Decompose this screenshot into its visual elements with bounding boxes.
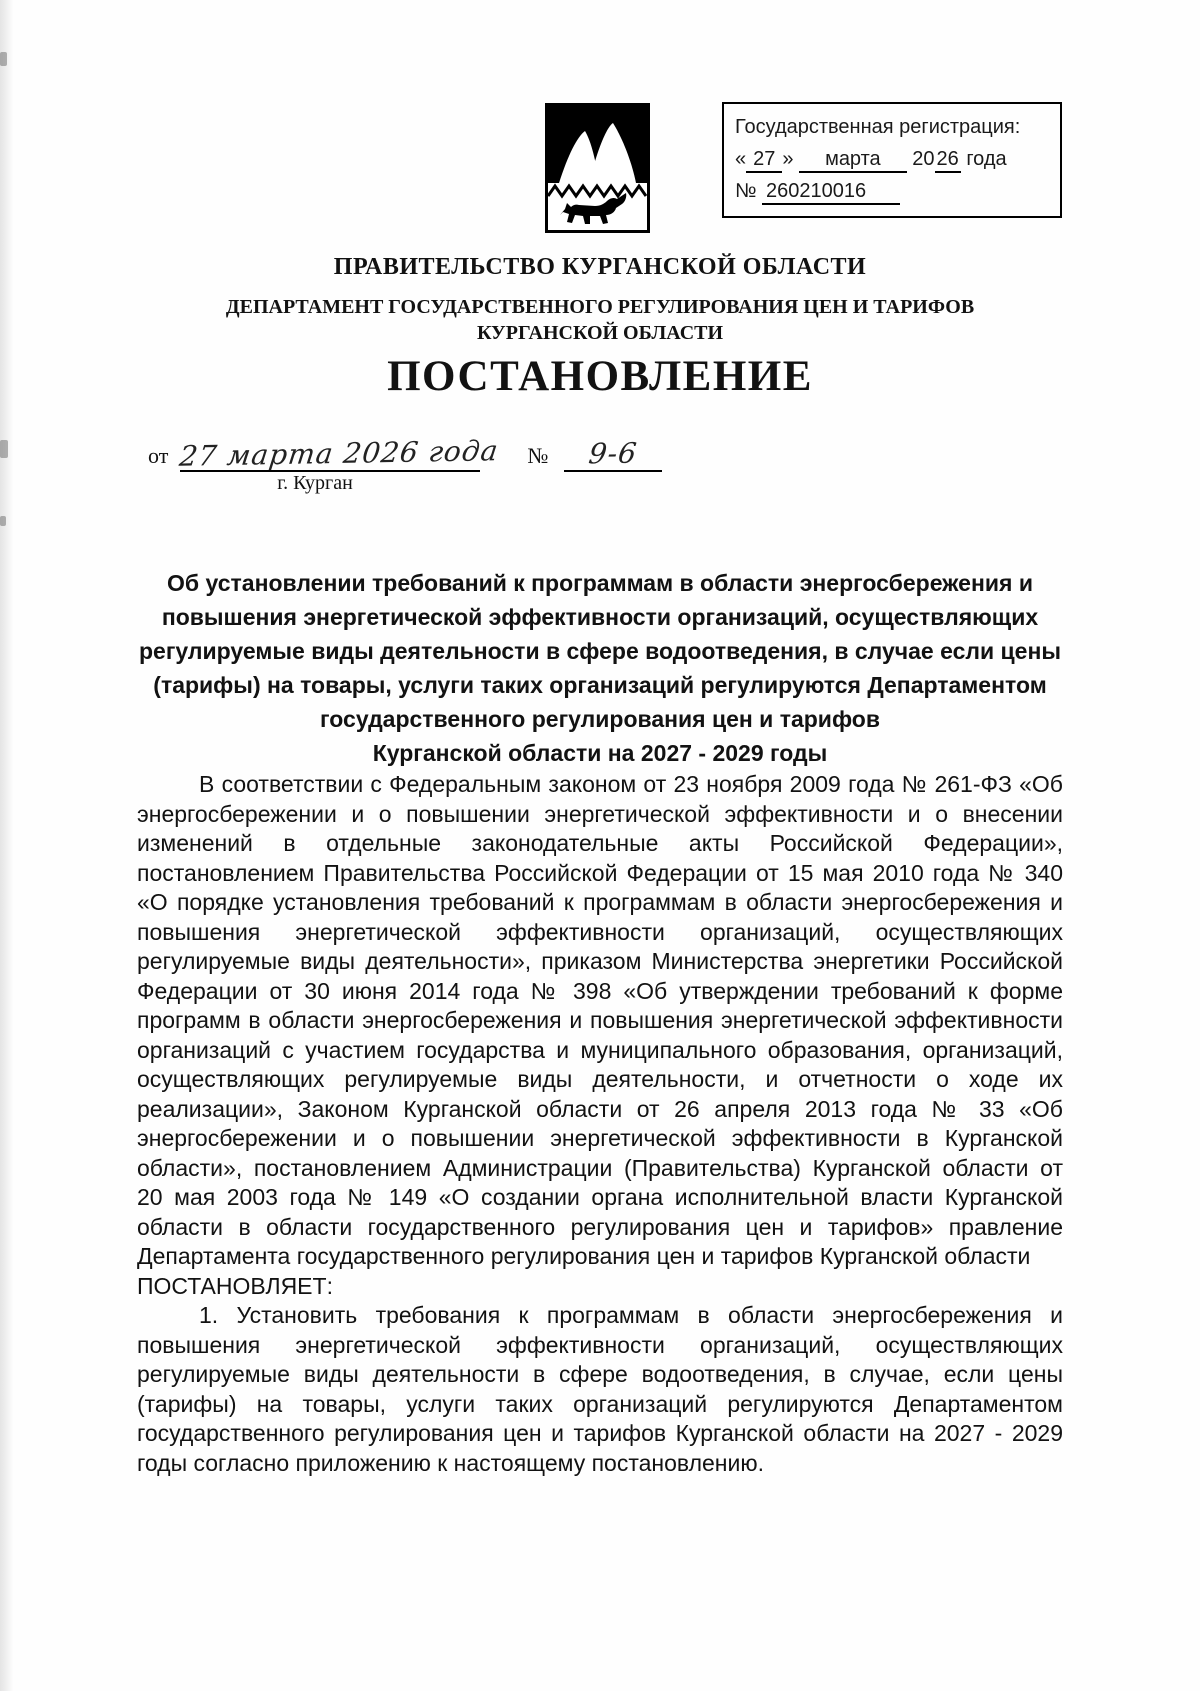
date-underline	[177, 434, 501, 473]
title-line: государственного регулирования цен и тарифов	[320, 706, 880, 732]
scan-artifact	[0, 52, 7, 66]
title-line: регулируемые виды деятельности в сфере водоотведения, в случае если цены	[139, 638, 1061, 664]
document-title	[137, 566, 1063, 770]
registration-year-word: года	[966, 148, 1007, 170]
registration-month: марта	[799, 147, 907, 173]
registration-title: Государственная регистрация:	[735, 116, 1021, 138]
date-line	[148, 434, 662, 473]
department-title-line1: ДЕПАРТАМЕНТ ГОСУДАРСТВЕННОГО РЕГУЛИРОВАНИЯ ЦЕН И ТАРИФОВ	[225, 296, 975, 318]
title-line: Курганской области на 2027 - 2029 годы	[372, 740, 828, 766]
registration-number-line	[735, 175, 1049, 207]
title-line: Об установлении требований к программам в области энергосбережения и	[167, 570, 1033, 596]
number-sign: №	[735, 180, 757, 202]
coat-of-arms	[545, 103, 650, 233]
department-title-line2: КУРГАНСКОЙ ОБЛАСТИ	[476, 322, 724, 344]
resolves-line: ПОСТАНОВЛЯЕТ:	[137, 1272, 333, 1299]
number-underline	[564, 437, 662, 472]
scan-artifact	[0, 516, 6, 526]
registration-stamp-box	[722, 102, 1062, 218]
coat-of-arms-image	[545, 103, 650, 233]
registration-date-line	[735, 143, 1049, 175]
registration-year: 26	[935, 147, 961, 173]
body-paragraph-1: В соответствии с Федеральным законом от 23 ноября 2009 года № 261-ФЗ «Об энергосбережении и о повышении энергетической эффективности и о внесении изменений в отдельные законодательные акты Российской Федерации», постановлением Правительства Российской Федерации от 15 мая 2010 года № 340 «О порядке установления требований к программам в области энергосбережения и повышения энергетической эффективности организаций, осуществляющих регулируемые виды деятельности», приказом Министерства энергетики Российской Федерации от 30 июня 2014 года № 398 «Об утверждении требований к форме программ в области энергосбережения и повышения энергетической эффективности организаций с участием государства и муниципального образования, организаций, осуществляющих регулируемые виды деятельности, и отчетности о ходе их реализации», Законом Курганской области от 26 апреля 2013 года № 33 «Об энергосбережении и о повышении энергетической эффективности в Курганской области», постановлением Администрации (Правительства) Курганской области от 20 мая 2003 года № 149 «О создании органа исполнительной власти Курганской области в области государственного регулирования цен и тарифов» правление Департамента государственного регулирования цен и тарифов Курганской области	[137, 771, 1063, 1269]
government-title: ПРАВИТЕЛЬСТВО КУРГАНСКОЙ ОБЛАСТИ	[333, 254, 867, 280]
from-label: от	[148, 443, 169, 468]
title-line: (тарифы) на товары, услуги таких организаций регулируются Департаментом	[153, 672, 1047, 698]
handwritten-date: 27 марта 2026 года	[177, 434, 501, 473]
registration-century: 20	[912, 148, 935, 170]
document-body	[137, 770, 1063, 1478]
registration-number: 260210016	[762, 179, 900, 205]
document-type-title: ПОСТАНОВЛЕНИЕ	[387, 353, 813, 400]
open-quote: «	[735, 148, 747, 170]
number-label: №	[527, 443, 549, 468]
registration-day: 27	[746, 147, 782, 173]
close-quote: »	[782, 148, 794, 170]
scan-artifact	[0, 440, 8, 458]
city-label: г. Курган	[277, 472, 353, 494]
title-line: повышения энергетической эффективности организаций, осуществляющих	[161, 604, 1039, 630]
handwritten-number: 9-6	[586, 436, 639, 471]
body-paragraph-2: 1. Установить требования к программам в области энергосбережения и повышения энергетической эффективности организаций, осуществляющих регулируемые виды деятельности в сфере водоотведения, в случае, если цены (тарифы) на товары, услуги таких организаций регулируются Департаментом государственного регулирования цен и тарифов Курганской области на 2027 - 2029 годы согласно приложению к настоящему постановлению.	[137, 1302, 1063, 1476]
